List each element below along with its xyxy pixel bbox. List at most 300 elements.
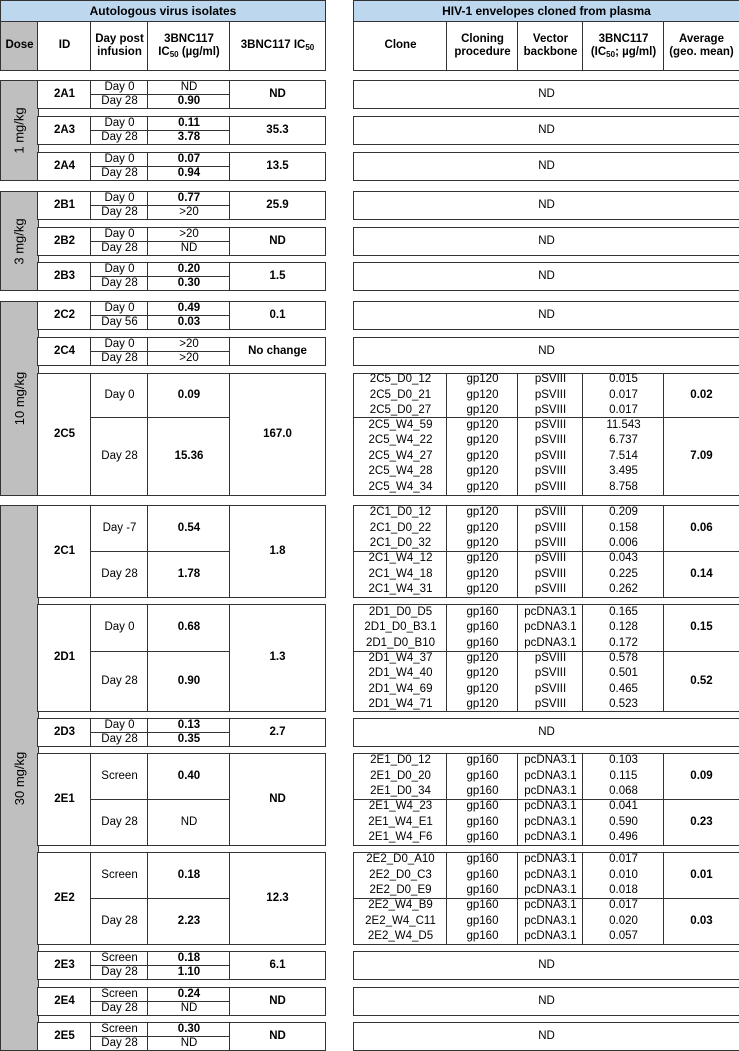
cloning-procedure-cell [446, 373, 519, 418]
header-env-ic50 [582, 21, 665, 71]
day-post-infusion [90, 753, 149, 800]
isolate-ic50 [147, 951, 231, 966]
nd-text: ND [538, 123, 555, 136]
clone-name-cell [353, 505, 448, 552]
patient-id-text: 2B2 [53, 234, 76, 247]
fold-value: 1.5 [269, 269, 286, 282]
text: (µg/ml) [178, 46, 220, 58]
geo-mean-average [663, 505, 739, 552]
average-value: 7.09 [690, 449, 713, 462]
clone-name: 2C5_W4_27 [368, 449, 433, 462]
fold-value: 13.5 [266, 159, 289, 172]
day-text: Day 28 [101, 732, 138, 745]
envelope-not-done [353, 191, 739, 220]
cloning-procedure: gp120 [466, 506, 499, 519]
vector-backbone: pcDNA3.1 [524, 636, 577, 649]
isolate-ic50 [147, 732, 231, 747]
fold-value: ND [269, 234, 286, 247]
day-post-infusion [90, 262, 149, 277]
vector-backbone-cell [517, 417, 584, 496]
text: Clone [384, 39, 417, 52]
day-post-infusion [90, 1036, 149, 1051]
ic50-value: >20 [179, 227, 199, 240]
isolate-ic50 [147, 191, 231, 206]
clone-ic50: 8.758 [609, 480, 638, 493]
patient-id-text: 2E3 [54, 958, 75, 971]
clone-ic50: 0.115 [609, 769, 638, 782]
clone-ic50-cell [582, 505, 665, 552]
day-text: Day 28 [101, 94, 138, 107]
cloning-procedure: gp120 [466, 552, 499, 565]
right-section-title [353, 0, 739, 22]
clone-ic50: 11.543 [606, 418, 641, 431]
isolate-ic50 [147, 337, 231, 352]
fold-value: 6.1 [269, 958, 286, 971]
cloning-procedure-cell [446, 651, 519, 712]
isolate-ic50 [147, 965, 231, 980]
clone-name: 2D1_D0_B10 [365, 636, 436, 649]
isolate-ic50 [147, 551, 231, 598]
isolate-ic50 [147, 987, 231, 1002]
ic50-value: 0.90 [177, 94, 201, 107]
vector-backbone: pcDNA3.1 [524, 800, 577, 813]
envelope-not-done [353, 80, 739, 109]
average-value: 0.15 [690, 621, 713, 634]
clone-ic50: 0.015 [609, 373, 638, 386]
vector-backbone: pSVIII [534, 404, 567, 417]
patient-id-text: 2E5 [54, 1029, 75, 1042]
patient-id [37, 337, 92, 366]
text: Dose [5, 39, 34, 52]
clone-name: 2E1_D0_12 [370, 754, 431, 767]
day-post-infusion [90, 351, 149, 366]
ic50-value: >20 [179, 351, 199, 364]
cloning-procedure: gp160 [466, 769, 499, 782]
ic50-value: ND [180, 1001, 198, 1014]
ic50-fold-change [229, 987, 326, 1016]
header-ic50 [147, 21, 231, 71]
ic50-value: 0.11 [178, 116, 200, 129]
nd-text: ND [538, 87, 555, 100]
dose-label: 10 mg/kg [12, 371, 28, 426]
text: (IC [590, 46, 607, 58]
vector-backbone: pSVIII [534, 480, 567, 493]
dose-group [0, 191, 39, 291]
fold-value: 167.0 [263, 427, 292, 440]
fold-value: 12.3 [266, 891, 289, 904]
clone-name-cell [353, 604, 448, 652]
ic50-value: 0.13 [177, 718, 201, 731]
day-post-infusion [90, 718, 149, 733]
text: ID [58, 39, 71, 52]
clone-name: 2C1_D0_32 [369, 537, 432, 550]
ic50-value: >20 [179, 205, 199, 218]
ic50-value: ND [180, 241, 198, 254]
isolate-ic50 [147, 205, 231, 220]
clone-name: 2D1_D0_D5 [368, 605, 433, 618]
clone-ic50: 0.578 [609, 651, 638, 664]
cloning-procedure: gp160 [466, 853, 499, 866]
vector-backbone: pcDNA3.1 [524, 605, 577, 618]
cloning-procedure-cell [446, 417, 519, 496]
clone-ic50: 7.514 [609, 449, 638, 462]
isolate-ic50 [147, 1022, 231, 1037]
patient-id [37, 152, 92, 181]
vector-backbone: pcDNA3.1 [524, 785, 577, 798]
day-post-infusion [90, 205, 149, 220]
cloning-procedure: gp120 [466, 682, 499, 695]
text: IC [158, 46, 170, 58]
clone-ic50: 0.262 [609, 583, 638, 596]
average-value: 0.52 [690, 674, 713, 687]
vector-backbone: pcDNA3.1 [524, 769, 577, 782]
clone-ic50: 0.496 [609, 831, 638, 844]
clone-ic50-cell [582, 604, 665, 652]
day-text: Day 0 [104, 227, 135, 240]
isolate-ic50 [147, 166, 231, 181]
patient-id-text: 2A3 [53, 123, 76, 136]
nd-text: ND [538, 269, 555, 282]
isolate-ic50 [147, 718, 231, 733]
cloning-procedure: gp160 [466, 605, 499, 618]
envelope-not-done [353, 116, 739, 145]
clone-ic50-cell [582, 373, 665, 418]
clone-ic50: 0.158 [609, 521, 638, 534]
day-post-infusion [90, 227, 149, 242]
envelope-not-done [353, 337, 739, 366]
patient-id [37, 852, 92, 945]
average-value: 0.23 [690, 815, 713, 828]
patient-id [37, 1022, 92, 1051]
ic50-value: 0.90 [177, 674, 201, 687]
day-text: Screen [101, 1022, 138, 1035]
day-text: Day 28 [101, 1001, 138, 1014]
cloning-procedure: gp120 [466, 465, 499, 478]
vector-backbone-cell [517, 753, 584, 800]
day-post-infusion [90, 951, 149, 966]
fold-value: 0.1 [269, 308, 286, 321]
ic50-value: 1.10 [177, 965, 201, 978]
cloning-procedure-cell [446, 505, 519, 552]
text: Cloning procedure [454, 32, 511, 58]
header-average [663, 21, 739, 71]
envelope-not-done [353, 301, 739, 330]
cloning-procedure: gp160 [466, 785, 499, 798]
isolate-ic50 [147, 1001, 231, 1016]
ic50-value: >20 [179, 337, 199, 350]
day-text: Day 0 [104, 80, 135, 93]
clone-name: 2C5_D0_12 [369, 373, 432, 386]
day-post-infusion [90, 191, 149, 206]
clone-ic50: 0.017 [609, 388, 638, 401]
day-text: Screen [101, 769, 138, 782]
fold-value: ND [269, 792, 286, 805]
patient-id-text: 2D3 [53, 725, 76, 738]
nd-text: ND [538, 198, 555, 211]
day-text: Screen [101, 868, 138, 881]
cloning-procedure: gp120 [466, 418, 499, 431]
ic50-fold-change [229, 604, 326, 712]
patient-id-text: 2A1 [53, 87, 76, 100]
vector-backbone: pcDNA3.1 [524, 815, 577, 828]
text: 3BNC117 [598, 32, 649, 45]
patient-id [37, 951, 92, 980]
isolate-ic50 [147, 130, 231, 145]
clone-ic50-cell [582, 417, 665, 496]
text: Average (geo. mean) [669, 32, 734, 58]
day-text: Day 28 [101, 567, 138, 580]
day-text: Day 0 [104, 718, 135, 731]
nd-text: ND [538, 308, 555, 321]
clone-ic50: 0.017 [609, 899, 638, 912]
isolate-ic50 [147, 898, 231, 945]
vector-backbone: pSVIII [534, 465, 567, 478]
average-value: 0.03 [690, 914, 713, 927]
dose-group [0, 505, 39, 1051]
fold-value: 35.3 [266, 123, 289, 136]
vector-backbone-cell [517, 604, 584, 652]
geo-mean-average [663, 373, 739, 418]
day-post-infusion [90, 116, 149, 131]
geo-mean-average [663, 753, 739, 800]
day-text: Day -7 [102, 521, 137, 534]
cloning-procedure: gp160 [466, 930, 499, 943]
day-post-infusion [90, 94, 149, 109]
ic50-value: 0.35 [177, 732, 201, 745]
clone-name-cell [353, 373, 448, 418]
patient-id [37, 80, 92, 109]
ic50-value: 0.24 [177, 987, 201, 1000]
cloning-procedure: gp120 [466, 698, 499, 710]
header-dose [0, 21, 39, 71]
ic50-value: 0.40 [177, 769, 201, 782]
isolate-ic50 [147, 80, 231, 95]
fold-value: 25.9 [266, 198, 289, 211]
header-vector-backbone [517, 21, 584, 71]
clone-ic50: 0.465 [609, 682, 638, 695]
clone-name: 2E2_W4_B9 [368, 899, 433, 912]
isolate-ic50 [147, 753, 231, 800]
isolate-ic50 [147, 241, 231, 256]
day-text: Day 28 [101, 166, 138, 179]
clone-name: 2D1_W4_69 [368, 682, 433, 695]
clone-name-cell [353, 651, 448, 712]
vector-backbone: pcDNA3.1 [524, 754, 577, 767]
clone-name: 2E2_W4_C11 [365, 914, 436, 927]
clone-name-cell [353, 417, 448, 496]
cloning-procedure: gp160 [466, 831, 499, 844]
clone-name-cell [353, 799, 448, 846]
envelope-not-done [353, 987, 739, 1016]
clone-name: 2C1_W4_18 [368, 567, 433, 580]
day-post-infusion [90, 166, 149, 181]
day-post-infusion [90, 987, 149, 1002]
ic50-fold-change [229, 262, 326, 291]
patient-id-text: 2C1 [53, 544, 76, 557]
day-post-infusion [90, 799, 149, 846]
ic50-fold-change [229, 80, 326, 109]
isolate-ic50 [147, 262, 231, 277]
fold-value: 1.3 [269, 651, 286, 664]
cloning-procedure: gp120 [466, 404, 499, 417]
vector-backbone: pSVIII [534, 521, 567, 534]
clone-name: 2C5_W4_59 [368, 418, 433, 431]
day-post-infusion [90, 965, 149, 980]
clone-ic50-cell [582, 551, 665, 598]
envelope-not-done [353, 951, 739, 980]
day-text: Day 28 [101, 241, 138, 254]
nd-text: ND [538, 234, 555, 247]
nd-text: ND [538, 344, 555, 357]
ic50-header-text [158, 33, 220, 59]
day-text: Day 28 [101, 914, 138, 927]
clone-ic50: 0.209 [609, 506, 638, 519]
fold-value: 1.8 [269, 544, 286, 557]
isolate-ic50 [147, 604, 231, 652]
clone-name: 2D1_D0_B3.1 [364, 621, 437, 634]
clone-name: 2E1_W4_F6 [368, 831, 433, 844]
day-post-infusion [90, 373, 149, 418]
dose-group [0, 80, 39, 181]
clone-name: 2E2_D0_E9 [369, 884, 432, 897]
ic50-value: 3.78 [177, 130, 201, 143]
dose-group [0, 301, 39, 496]
vector-backbone: pSVIII [534, 537, 567, 550]
clone-name-cell [353, 753, 448, 800]
geo-mean-average [663, 551, 739, 598]
isolate-ic50 [147, 351, 231, 366]
isolate-ic50 [147, 799, 231, 846]
clone-ic50: 0.020 [609, 914, 638, 927]
cloning-procedure: gp160 [466, 884, 499, 897]
cloning-procedure-cell [446, 852, 519, 899]
day-post-infusion [90, 852, 149, 899]
cloning-procedure: gp120 [466, 373, 499, 386]
ic50-value: 0.77 [177, 191, 201, 204]
patient-id-text: 2E1 [54, 792, 75, 805]
vector-backbone: pcDNA3.1 [524, 884, 577, 897]
ic50-fold-change [229, 951, 326, 980]
ic50-value: 0.68 [177, 621, 201, 634]
vector-backbone-cell [517, 505, 584, 552]
ic50-fold-change [229, 852, 326, 945]
clone-name: 2C1_W4_12 [368, 552, 433, 565]
day-text: Day 0 [104, 301, 135, 314]
clone-ic50: 0.172 [609, 636, 638, 649]
envelope-not-done [353, 718, 739, 747]
ic50-value: 1.78 [177, 567, 201, 580]
vector-backbone: pcDNA3.1 [524, 899, 577, 912]
vector-backbone: pSVIII [534, 698, 567, 710]
vector-backbone: pcDNA3.1 [524, 868, 577, 881]
vector-backbone-cell [517, 551, 584, 598]
day-post-infusion [90, 276, 149, 291]
day-post-infusion [90, 604, 149, 652]
header-clone [353, 21, 448, 71]
clone-name: 2D1_W4_71 [368, 698, 433, 710]
vector-backbone-cell [517, 651, 584, 712]
day-post-infusion [90, 130, 149, 145]
average-value: 0.02 [690, 388, 713, 401]
average-value: 0.01 [690, 868, 713, 881]
vector-backbone-cell [517, 373, 584, 418]
clone-name: 2D1_W4_37 [368, 651, 433, 664]
ic50-fold-change [229, 301, 326, 330]
cloning-procedure: gp120 [466, 480, 499, 493]
clone-ic50: 0.043 [609, 552, 638, 565]
vector-backbone: pSVIII [534, 682, 567, 695]
day-text: Day 0 [104, 262, 135, 275]
nd-text: ND [538, 958, 555, 971]
isolate-ic50 [147, 152, 231, 167]
cloning-procedure: gp120 [466, 583, 499, 596]
day-post-infusion [90, 301, 149, 316]
average-value: 0.14 [690, 567, 713, 580]
clone-ic50-cell [582, 799, 665, 846]
clone-ic50: 0.523 [609, 698, 638, 710]
clone-ic50: 0.018 [609, 884, 638, 897]
clone-ic50: 3.495 [609, 465, 638, 478]
day-text: Screen [101, 987, 138, 1000]
fold-value: 2.7 [269, 725, 286, 738]
cloning-procedure: gp160 [466, 621, 499, 634]
cloning-procedure: gp160 [466, 815, 499, 828]
ic50-fold-change [229, 152, 326, 181]
vector-backbone-cell [517, 898, 584, 945]
cloning-procedure-cell [446, 604, 519, 652]
patient-id [37, 262, 92, 291]
cloning-procedure-cell [446, 753, 519, 800]
ic50-fold-change [229, 191, 326, 220]
cloning-procedure-cell [446, 551, 519, 598]
header-day-post-infusion [90, 21, 149, 71]
nd-text: ND [538, 994, 555, 1007]
day-text: Day 28 [101, 1036, 138, 1049]
ic50-value: 0.18 [177, 951, 201, 964]
patient-id [37, 191, 92, 220]
text: Vector backbone [523, 32, 578, 58]
day-text: Day 0 [104, 191, 135, 204]
isolate-ic50 [147, 651, 231, 712]
isolate-ic50 [147, 94, 231, 109]
subscript: 50 [606, 50, 616, 59]
ic50-fold-change [229, 718, 326, 747]
ic50-fold-change [229, 116, 326, 145]
patient-id-text: 2D1 [53, 651, 76, 664]
ic50-value: ND [180, 815, 198, 828]
isolate-ic50 [147, 505, 231, 552]
vector-backbone: pSVIII [534, 552, 567, 565]
ic50-value: ND [180, 1036, 198, 1049]
ic50-value: 0.30 [177, 276, 201, 289]
day-text: Day 28 [101, 205, 138, 218]
patient-id-text: 2A4 [53, 159, 76, 172]
vector-backbone: pcDNA3.1 [524, 914, 577, 927]
ic50-fold-change [229, 227, 326, 256]
patient-id [37, 227, 92, 256]
ic50-fold-change [229, 337, 326, 366]
cloning-procedure: gp160 [466, 868, 499, 881]
vector-backbone: pSVIII [534, 388, 567, 401]
average-value: 0.09 [690, 769, 713, 782]
ic50-value: 0.49 [177, 301, 201, 314]
clone-name: 2E1_W4_23 [368, 800, 433, 813]
patient-id-text: 2E2 [54, 891, 75, 904]
patient-id [37, 753, 92, 846]
left-section-title [0, 0, 326, 22]
day-text: Day 0 [104, 116, 135, 129]
cloning-procedure: gp120 [466, 567, 499, 580]
